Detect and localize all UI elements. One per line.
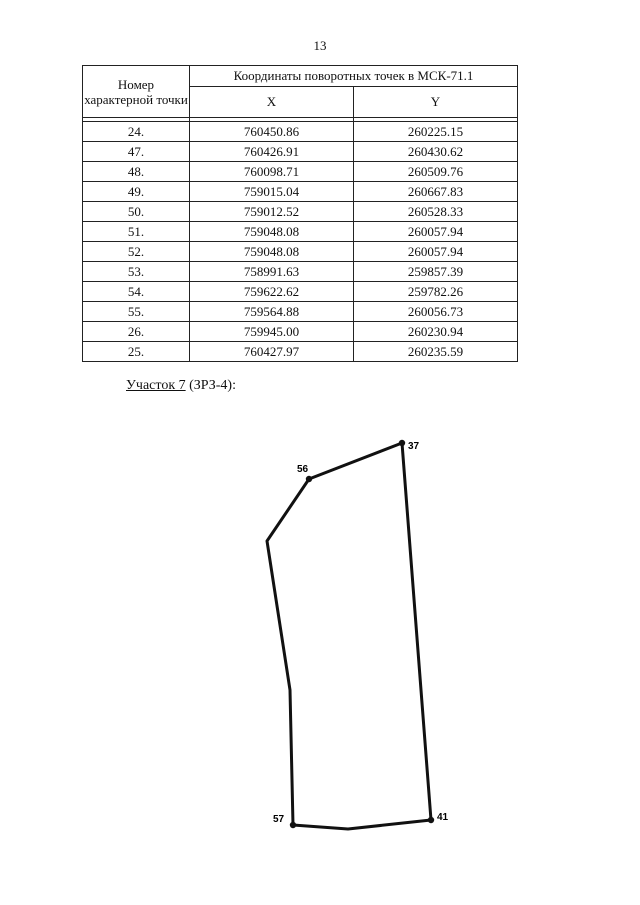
label-41: 41	[437, 812, 449, 823]
boundary-polygon	[267, 443, 431, 829]
cell-x: 760426.91	[190, 142, 354, 162]
cell-y: 260509.76	[353, 162, 517, 182]
cell-y: 260057.94	[353, 222, 517, 242]
cell-y: 260230.94	[353, 322, 517, 342]
vertex-41	[428, 817, 434, 823]
cell-x: 760450.86	[190, 122, 354, 142]
cell-point: 51.	[83, 222, 190, 242]
cell-y: 260430.62	[353, 142, 517, 162]
page-number: 13	[313, 38, 327, 53]
cell-x: 759015.04	[190, 182, 354, 202]
cell-point: 55.	[83, 302, 190, 322]
label-37: 37	[408, 441, 420, 452]
cell-y: 260528.33	[353, 202, 517, 222]
cell-x: 759048.08	[190, 222, 354, 242]
cell-y: 259857.39	[353, 262, 517, 282]
cell-y: 260057.94	[353, 242, 517, 262]
header-y: Y	[353, 87, 517, 118]
cell-x: 760098.71	[190, 162, 354, 182]
section-title-label: Участок 7	[126, 378, 186, 393]
cell-point: 52.	[83, 242, 190, 262]
cell-point: 49.	[83, 182, 190, 202]
cell-point: 47.	[83, 142, 190, 162]
header-coordinates: Координаты поворотных точек в МСК-71.1	[190, 66, 518, 87]
cell-y: 260667.83	[353, 182, 517, 202]
cell-x: 759945.00	[190, 322, 354, 342]
label-57: 57	[273, 814, 285, 825]
cell-point: 54.	[83, 282, 190, 302]
cell-x: 759048.08	[190, 242, 354, 262]
cell-x: 759012.52	[190, 202, 354, 222]
label-56: 56	[297, 464, 309, 475]
section-title-suffix: (ЗРЗ-4):	[185, 378, 236, 393]
cell-y: 260225.15	[353, 122, 517, 142]
cell-y: 260235.59	[353, 342, 517, 362]
header-x: X	[190, 87, 354, 118]
cell-point: 50.	[83, 202, 190, 222]
cell-point: 48.	[83, 162, 190, 182]
cell-x: 758991.63	[190, 262, 354, 282]
cell-y: 260056.73	[353, 302, 517, 322]
vertex-37	[399, 440, 405, 446]
cell-x: 759622.62	[190, 282, 354, 302]
cell-x: 760427.97	[190, 342, 354, 362]
cell-x: 759564.88	[190, 302, 354, 322]
cell-point: 25.	[83, 342, 190, 362]
vertex-56	[306, 476, 312, 482]
cell-point: 24.	[83, 122, 190, 142]
vertex-57	[290, 822, 296, 828]
header-point-number: Номер характерной точки	[83, 66, 190, 118]
cell-point: 26.	[83, 322, 190, 342]
cell-y: 259782.26	[353, 282, 517, 302]
cell-point: 53.	[83, 262, 190, 282]
